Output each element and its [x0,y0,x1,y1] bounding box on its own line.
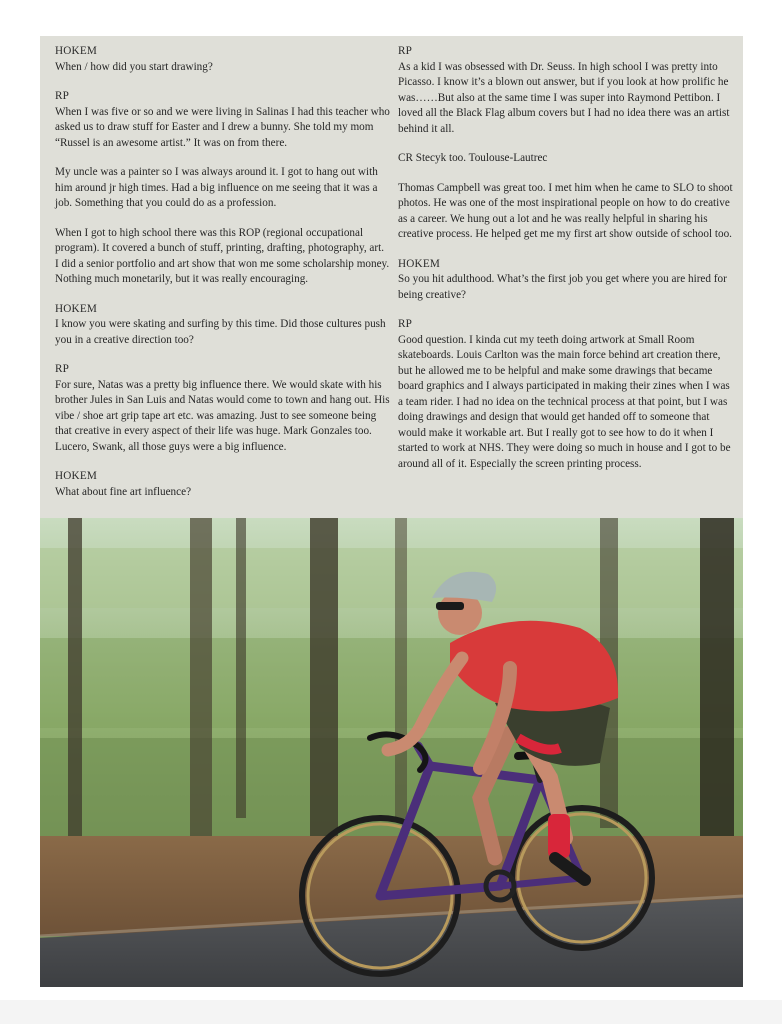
interview-paragraph: Thomas Campbell was great too. I met him when he came to SLO to shoot photos. He was one of the most inspirational people on how to do creative as a career. We hung out a lot and he was really helpful in sharing his creative process. He helped get me my first art show outside of school too. [398,181,733,240]
interview-paragraph: I know you were skating and surfing by this time. Did those cultures push you in a creative direction too? [55,318,386,346]
left-column [55,44,390,514]
speaker-label: RP [398,45,413,57]
tree-trunk [700,518,734,848]
interview-block [398,44,733,243]
speaker-label: RP [55,363,70,375]
speaker-label: RP [398,318,413,330]
speaker-label: HOKEM [398,257,441,270]
interview-paragraph: As a kid I was obsessed with Dr. Seuss. In high school I was pretty into Picasso. I know it’s a blown out answer, but if you look at how prolific he was……But also at the same time I was super into Raymond Pettibon. I loved all the Black Flag album covers but I had no idea there was an artist behind it all. [398,60,730,135]
interview-paragraph: So you hit adulthood. What’s the first job you get where you are hired for being creative? [398,273,727,301]
page-bottom-margin [0,1000,782,1024]
speaker-label: HOKEM [55,45,98,57]
speaker-label: HOKEM [55,470,98,482]
interview-block [55,89,390,288]
tree-trunk [190,518,212,838]
interview-block [55,362,390,455]
tree-trunk [395,518,407,818]
right-column [398,44,733,486]
interview-text-panel [40,36,743,518]
interview-paragraph: When I was five or so and we were living in Salinas I had this teacher who asked us to draw stuff for Easter and I drew a bunny. She told my mom “Russel is an awesome artist.” It was on from there. [55,105,390,149]
interview-paragraph: When I got to high school there was this ROP (regional occupational program). It covered a bunch of stuff, printing, drafting, photography, art. I did a senior portfolio and art show that won me some scholarship money. Nothing much monetarily, but it was really encouraging. [55,226,390,285]
interview-block [55,469,390,500]
speaker-label: HOKEM [55,302,98,315]
interview-block [398,257,733,304]
interview-block [398,317,733,472]
interview-paragraph: My uncle was a painter so I was always around it. I got to hang out with him around jr high times. Had a big influence on me seeing that it was a job. Something that you could do as a profession. [55,166,378,209]
interview-paragraph: What about fine art influence? [55,485,192,498]
interview-block [55,44,390,75]
tree-trunk [310,518,338,838]
speaker-label: RP [55,90,70,102]
interview-block [55,302,390,349]
cyclist-photo [40,518,743,987]
interview-paragraph: Good question. I kinda cut my teeth doing artwork at Small Room skateboards. Louis Carlton was the main force behind art creation there, but he allowed me to be helpful and make some drawings that became board graphics and I always participated in making their zines when I was a team rider. I had no idea on the technical process at that point, but I was doing drawings and design that would get handed off to someone that would make it workable art. But I really got to see how to do it when I started to work at NHS. They were doing so much in house and I got to be around all of it. Especially the screen printing process. [398,333,731,470]
tree-trunk [236,518,246,818]
interview-paragraph: CR Stecyk too. Toulouse-Lautrec [398,152,548,164]
interview-paragraph: For sure, Natas was a pretty big influence there. We would skate with his brother Jules in San Luis and Natas would come to town and hang out. His vibe / shoe art grip tape art etc. was amazing. Just to see someone being that creative in every aspect of their life was huge. Mark Gonzales too. Lucero, Swank, all those guys were a big influence. [55,378,390,453]
interview-paragraph: When / how did you start drawing? [55,60,213,73]
tree-trunk [68,518,82,848]
